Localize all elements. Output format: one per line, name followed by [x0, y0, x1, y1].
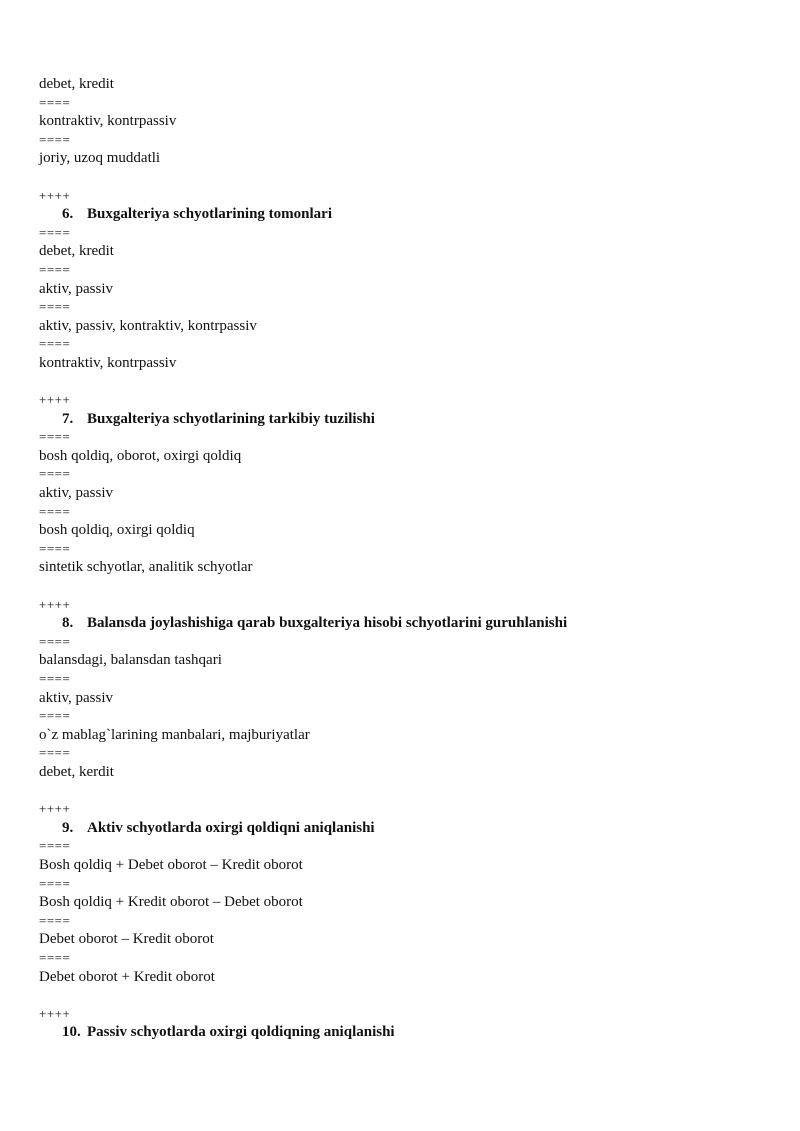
answer-option: kontraktiv, kontrpassiv [39, 113, 177, 130]
answer-option: debet, kredit [39, 76, 114, 92]
answer-option: Debet oborot – Kredit oborot [39, 931, 214, 948]
answer-separator: ==== [39, 708, 71, 724]
answer-separator: ==== [39, 503, 71, 519]
question-7 [39, 410, 759, 429]
question-9 [39, 819, 759, 838]
answer-separator: ==== [39, 540, 71, 556]
block-gap [39, 782, 759, 801]
block-marker: ++++ [39, 596, 71, 612]
answer-option: kontraktiv, kontrpassiv [39, 354, 177, 371]
answer-option: sintetik schyotlar, analitik schyotlar [39, 559, 253, 576]
answer-separator: ==== [39, 429, 71, 445]
answer-option: bosh qoldiq, oborot, oxirgi qoldiq [39, 447, 242, 464]
answer-separator: ==== [39, 671, 71, 686]
answer-option: Bosh qoldiq + Debet oborot – Kredit oborot [39, 856, 303, 873]
answer-separator: ==== [39, 131, 71, 147]
answer-separator: ==== [39, 224, 71, 240]
question-number: 8. [62, 615, 74, 632]
question-number: 6. [62, 206, 74, 223]
answer-option: aktiv, passiv, kontraktiv, kontrpassiv [39, 317, 257, 334]
block-gap [39, 577, 759, 596]
block-marker: ++++ [39, 187, 71, 203]
answer-separator: ==== [39, 94, 71, 110]
answer-separator: ==== [39, 949, 71, 965]
block-gap [39, 986, 759, 1005]
question-number: 7. [62, 410, 74, 427]
question-8 [39, 614, 759, 633]
block-marker: ++++ [39, 801, 71, 817]
question-number: 9. [62, 819, 74, 836]
answer-option: Bosh qoldiq + Kredit oborot – Debet oborot [39, 894, 303, 911]
answer-option: aktiv, passiv [39, 689, 114, 706]
answer-option: o`z mablag`larining manbalari, majburiyatlar [39, 726, 310, 743]
question-text: Aktiv schyotlarda oxirgi qoldiqni aniqlanishi [87, 819, 375, 836]
question-10 [39, 1023, 759, 1042]
answer-separator: ==== [39, 875, 71, 891]
answer-option: aktiv, passiv [39, 280, 114, 297]
question-text: Buxgalteriya schyotlarining tarkibiy tuzilishi [87, 410, 375, 427]
block-gap [39, 373, 759, 392]
answer-separator: ==== [39, 466, 71, 482]
answer-option: joriy, uzoq muddatli [39, 150, 161, 167]
answer-separator: ==== [39, 838, 71, 854]
question-text: Buxgalteriya schyotlarining tomonlari [87, 206, 332, 223]
answer-option: aktiv, passiv [39, 485, 114, 502]
answer-separator: ==== [39, 261, 71, 277]
question-6 [39, 205, 759, 224]
answer-option: bosh qoldiq, oxirgi qoldiq [39, 522, 195, 539]
answer-option: debet, kredit [39, 243, 114, 260]
question-text: Passiv schyotlarda oxirgi qoldiqning aniqlanishi [87, 1024, 395, 1041]
answer-separator: ==== [39, 336, 71, 352]
question-number: 10. [62, 1024, 81, 1041]
answer-option: balansdagi, balansdan tashqari [39, 652, 222, 669]
question-text: Balansda joylashishiga qarab buxgalteriya hisobi schyotlarini guruhlanishi [87, 615, 568, 632]
block-marker: ++++ [39, 1005, 71, 1021]
block-marker: ++++ [39, 392, 71, 408]
block-gap [39, 168, 759, 187]
answer-option: Debet oborot + Kredit oborot [39, 968, 215, 985]
answer-option: debet, kerdit [39, 763, 114, 780]
document-page [39, 75, 759, 1042]
answer-separator: ==== [39, 745, 71, 761]
answer-separator: ==== [39, 912, 71, 928]
answer-separator: ==== [39, 299, 71, 315]
answer-separator: ==== [39, 633, 71, 649]
